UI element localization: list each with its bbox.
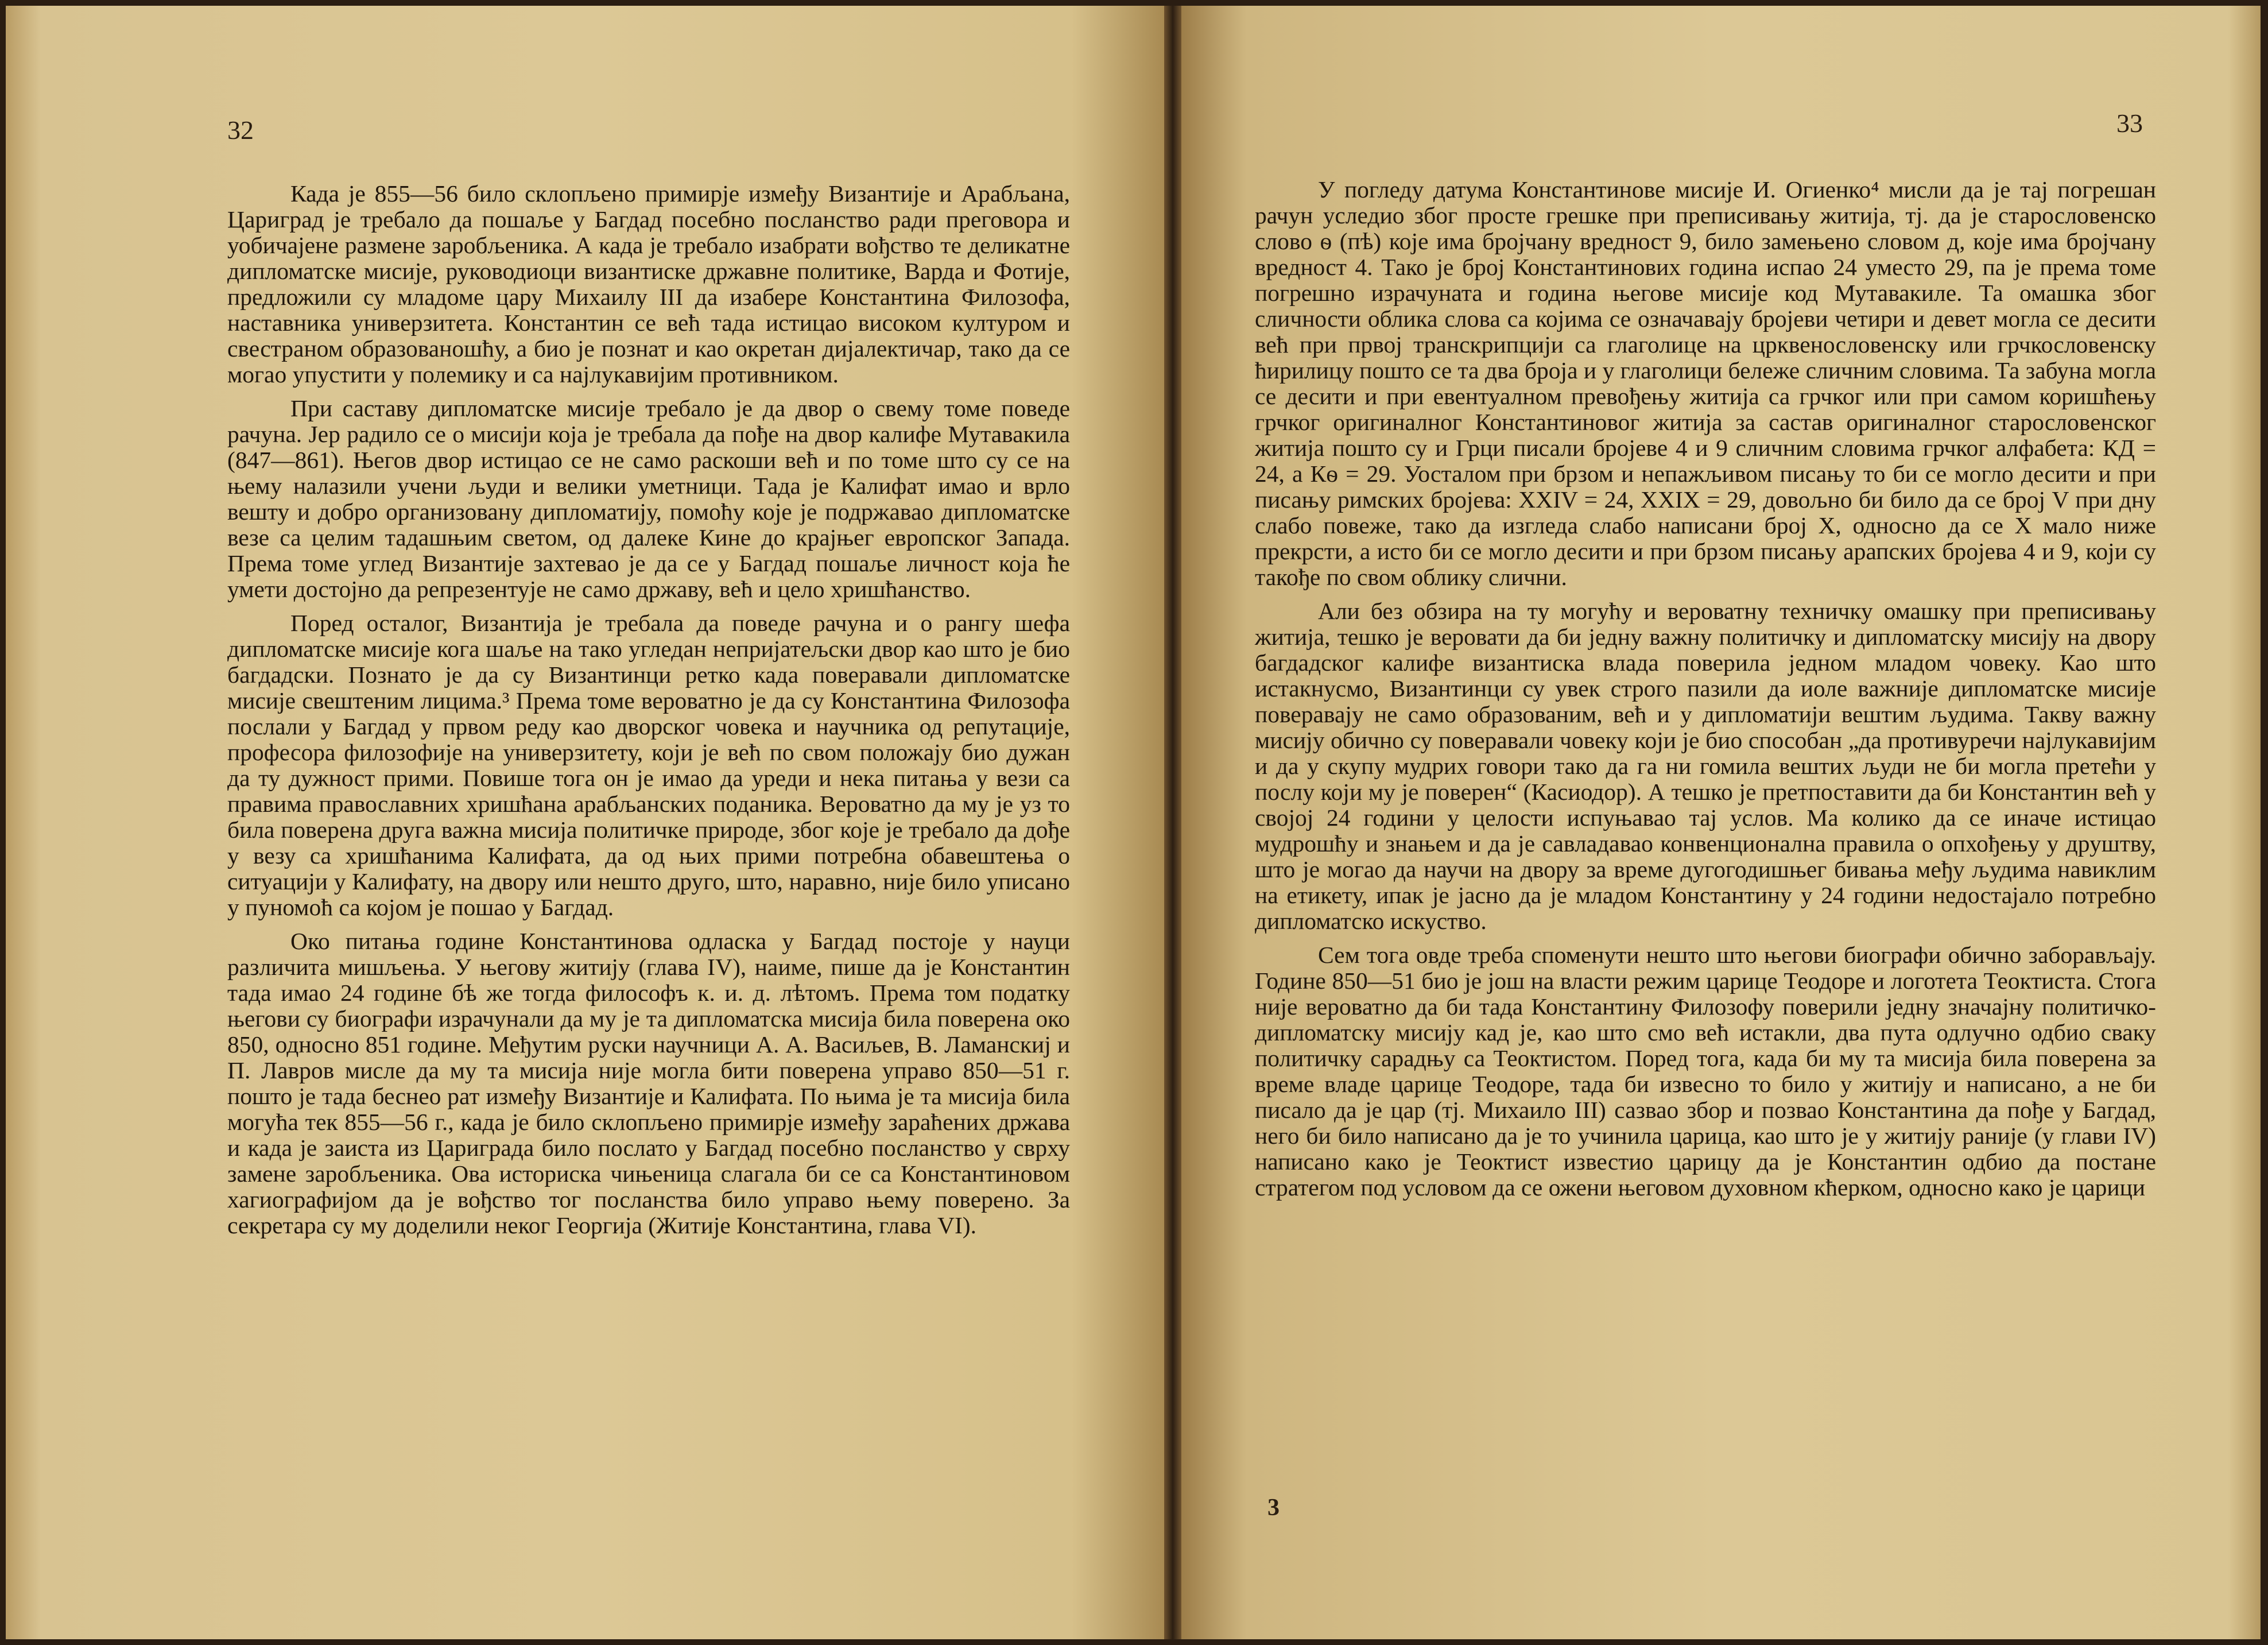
paragraph: Поред осталог, Византија је требала да поведе рачуна и о рангу шефа дипломатске мисије кога шаље на тако угледан непријатељски двор као што је био багдадски. Познато је да су Византинци ретко када поверавали дипломатске мисије свештеним лицима.³ Према томе вероватно је да су Константина Филозофа послали у Багдад у првом реду као дворског човека и научника од репутације, професора филозофије на универзитету, који је већ по свом положају био дужан да ту дужност прими. Повише тога он је имао да уреди и нека питања у вези са правима православних хришћана арабљанских поданика. Вероватно да му је уз то била поверена друга важна мисија политичке природе, због које је требало да дође у везу са хришћанима Калифата, да од њих прими потребна обавештења о ситуацији у Калифату, на двору или нешто друго, што, наравно, није било уписано у пуномоћ са којом је пошао у Багдад. bbox=[227, 610, 1070, 920]
left-page-text bbox=[227, 181, 1070, 1238]
book-gutter bbox=[1164, 6, 1181, 1639]
paragraph: Сем тога овде треба споменути нешто што његови биографи обично заборављају. Године 850—51 био је још на власти режим царице Теодоре и логотета Теоктиста. Стога није вероватно да би тада Константину Филозофу поверили једну значајну политичко-дипломатску мисију кад је, као што смо већ истакли, два пута одлучно одбио сваку политичку сарадњу са Теоктистом. Поред тога, када би му та мисија била поверена за време владе царице Теодоре, тада би извесно то било у житију и написано, а не би писало да је цар (тј. Михаило III) сазвао збор и позвао Константина да пође у Багдад, него би било написано да је то учинила царица, као што је у житију раније (у глави IV) написано како је Теоктист известио царицу да је Константин одбио да постане стратегом под условом да се ожени његовом духовном кћерком, односно како је царици bbox=[1255, 942, 2156, 1201]
paragraph: Али без обзира на ту могућу и вероватну техничку омашку при преписивању житија, тешко је веровати да би једну важну политичку и дипломатску мисију на двору багдадског калифе византиска влада поверила једном младом човеку. Као што истакнусмо, Византинци су увек строго пазили да иоле важније дипломатске мисије поверавају не само образованим, већ и у дипломатији вештим људима. Такву важну мисију обично су поверавали човеку који је био способан „да противуречи најлукавијим и да у скупу мудрих говори тако да га ни гомила вештих људи не би могла претећи у послу који му је поверен“ (Касиодор). А тешко је претпоставити да би Константин већ у својој 24 години у целости испуњавао тај услов. Ма колико да се иначе истицао мудрошћу и знањем и да је савладавао конвенционална правила о опхођењу у друштву, што је могао да научи на двору за време дугогодишњег бивања међу људима навиклим на етикету, ипак је јасно да је младом Константину у 24 години недостајало потребно дипломатско искуство. bbox=[1255, 598, 2156, 934]
paragraph: Када је 855—56 било склопљено примирје између Византије и Арабљана, Цариград је требало да пошаље у Багдад посебно посланство ради преговора и уобичајене размене заробљеника. А када је требало изабрати вођство те деликатне дипломатске мисије, руководиоци византиске државне политике, Варда и Фотије, предложили су младоме цару Михаилу III да изабере Константина Филозофа, наставника универзитета. Константин се већ тада истицао високом културом и свестраном образованошћу, а био је познат и као окретан дијалектичар, тако да се могао упустити у полемику и са најлукавијим противником. bbox=[227, 180, 1070, 388]
paragraph: Око питања године Константинова одласка у Багдад постоје у науци различита мишљења. У његову житију (глава IV), наиме, пише да је Константин тада имао 24 године бѣ же тогда философъ к. и. д. лѣтомъ. Према том податку његови су биографи израчунали да му је та дипломатска мисија била поверена око 850, односно 851 године. Међутим руски научници А. А. Васиљев, В. Ламанскиј и П. Лавров мисле да му та мисија није могла бити поверена управо 850—51 г. пошто је тада беснео рат између Византије и Калифата. По њима је та мисија била могућа тек 855—56 г., када је било склопљено примирје између зараћених држава и када је заиста из Цариграда било послато у Багдад посебно посланство у сврху замене заробљеника. Ова историска чињеница слагала би се са Константиновом хагиографијом да је вођство тог посланства било управо њему поверено. За секретара су му доделили неког Георгија (Житије Константина, глава VI). bbox=[227, 928, 1070, 1238]
right-page bbox=[1181, 6, 2261, 1639]
page-number: 33 bbox=[2116, 109, 2143, 138]
page-number: 32 bbox=[227, 115, 254, 145]
paragraph: У погледу датума Константинове мисије И. Огиенко⁴ мисли да је тај погрешан рачун уследио због просте грешке при преписивању житија, тј. да је старословенско слово ѳ (пѣ) које има бројчану вредност 9, било замењено словом д, које има бројчану вредност 4. Тако је број Константинових година испао 24 уместо 29, па је према томе погрешно израчуната и година његове мисије код Мутавакиле. Та омашка због сличности облика слова са којима се означавају бројеви четири и девет могла се десити већ при првој транскрипцији са глаголице на црквенословенску или грчкословенску ћирилицу пошто се та два броја и у глаголици бележе сличним словима. Та забуна могла се десити и при евентуалном превођењу житија са грчког или при самом коришћењу грчког оригиналног Константиновог житија за састав оригиналног старословенског житија пошто су и Грци писали бројеве 4 и 9 сличним словима грчког алфабета: КД = 24, а Кѳ = 29. Уосталом при брзом и непажљивом писању то би се могло десити и при писању римских бројева: XXIV = 24, XXIX = 29, довољно би било да се број V при дну слабо повеже, тако да изгледа слабо написани број X, односно да се X мало ниже прекрсти, а исто би се могло десити и при брзом писању арапских бројева 4 и 9, који су такође по свом облику слични. bbox=[1255, 176, 2156, 590]
signature-mark: 3 bbox=[1267, 1495, 1280, 1521]
paragraph: При саставу дипломатске мисије требало је да двор о свему томе поведе рачуна. Јер радило се о мисији која је требала да пође на двор калифе Мутавакила (847—861). Његов двор истицао се не само раскоши већ и по томе што су се на њему налазили учени људи и велики уметници. Тада је Калифат имао и врло вешту и добро организовану дипломатију, помоћу које је подржавао дипломатске везе са целим тадашњим светом, од далеке Кине до крајњег европског Запада. Према томе углед Византије захтевао је да се у Багдад пошаље личност која ће умети достојно да репрезентује не само државу, већ и цело хришћанство. bbox=[227, 395, 1070, 602]
left-page bbox=[6, 6, 1164, 1639]
right-page-text bbox=[1255, 177, 2156, 1201]
